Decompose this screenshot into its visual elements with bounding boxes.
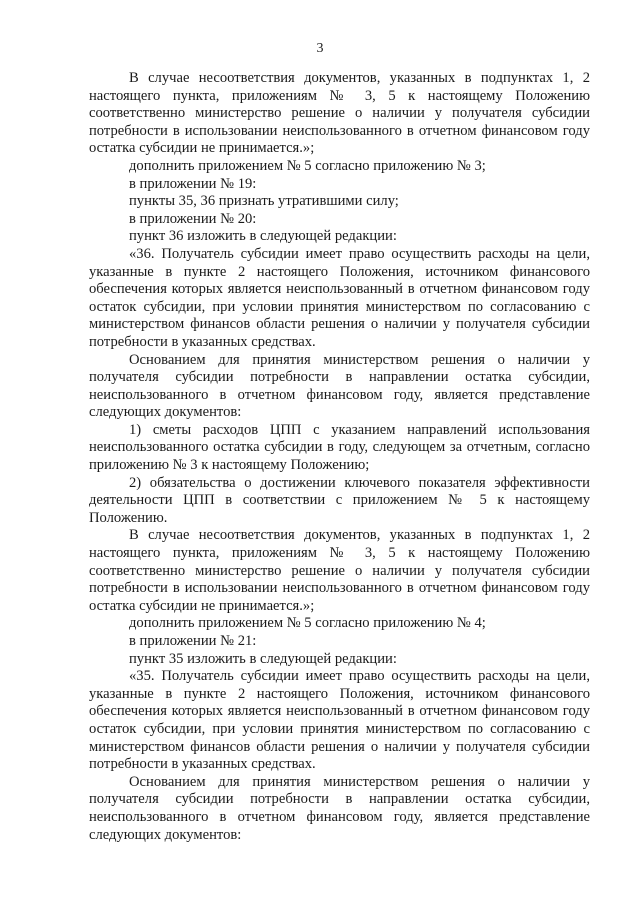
paragraph: Основанием для принятия министерством решения о наличии у получателя субсидии потребности в направлении остатка субсидии, неиспользованного в отчетном финансовом году, является представление следующих документов:	[89, 773, 590, 843]
paragraph: В случае несоответствия документов, указанных в подпунктах 1, 2 настоящего пункта, приложениям № 3, 5 к настоящему Положению соответственно министерство решение о наличии у получателя субсидии потребности в использовании неиспользованного в отчетном финансовом году остатка субсидии не принимается.»;	[89, 70, 590, 157]
paragraph: пункты 35, 36 признать утратившими силу;	[129, 193, 399, 210]
paragraph: в приложении № 21:	[129, 633, 257, 649]
paragraph: 1) сметы расходов ЦПП с указанием направлений использования неиспользованного остатка субсидии в году, следующем за отчетным, согласно приложению № 3 к настоящему Положению;	[89, 421, 590, 474]
page-number: 3	[316, 41, 324, 56]
paragraph: пункт 35 изложить в следующей редакции:	[129, 650, 397, 667]
paragraph: в приложении № 19:	[129, 175, 257, 192]
paragraph: дополнить приложением № 5 согласно приложению № 4;	[129, 615, 486, 632]
paragraph: дополнить приложением № 5 согласно приложению № 3;	[129, 157, 486, 174]
document-body	[89, 70, 590, 844]
paragraph: в приложении № 20:	[129, 210, 257, 227]
paragraph: Основанием для принятия министерством решения о наличии у получателя субсидии потребности в направлении остатка субсидии, неиспользованного в отчетном финансовом году, является представление следующих документов:	[89, 351, 590, 421]
paragraph: «35. Получатель субсидии имеет право осуществить расходы на цели, указанные в пункте 2 настоящего Положения, источником финансового обеспечения которых является неиспользованный в отчетном финансовом году остаток субсидии, при условии принятия министерством по согласованию с министерством финансов области решения о наличии у получателя субсидии потребности в указанных средствах.	[89, 668, 590, 773]
paragraph: В случае несоответствия документов, указанных в подпунктах 1, 2 настоящего пункта, приложениям № 3, 5 к настоящему Положению соответственно министерство решение о наличии у получателя субсидии потребности в использовании неиспользованного в отчетном финансовом году остатка субсидии не принимается.»;	[89, 527, 590, 614]
paragraph: пункт 36 изложить в следующей редакции:	[129, 228, 397, 245]
paragraph: 2) обязательства о достижении ключевого показателя эффективности деятельности ЦПП в соответствии с приложением № 5 к настоящему Положению.	[89, 474, 590, 526]
paragraph: «36. Получатель субсидии имеет право осуществить расходы на цели, указанные в пункте 2 настоящего Положения, источником финансового обеспечения которых является неиспользованный в отчетном финансовом году остаток субсидии, при условии принятия министерством по согласованию с министерством финансов области решения о наличии у получателя субсидии потребности в указанных средствах.	[89, 245, 590, 350]
